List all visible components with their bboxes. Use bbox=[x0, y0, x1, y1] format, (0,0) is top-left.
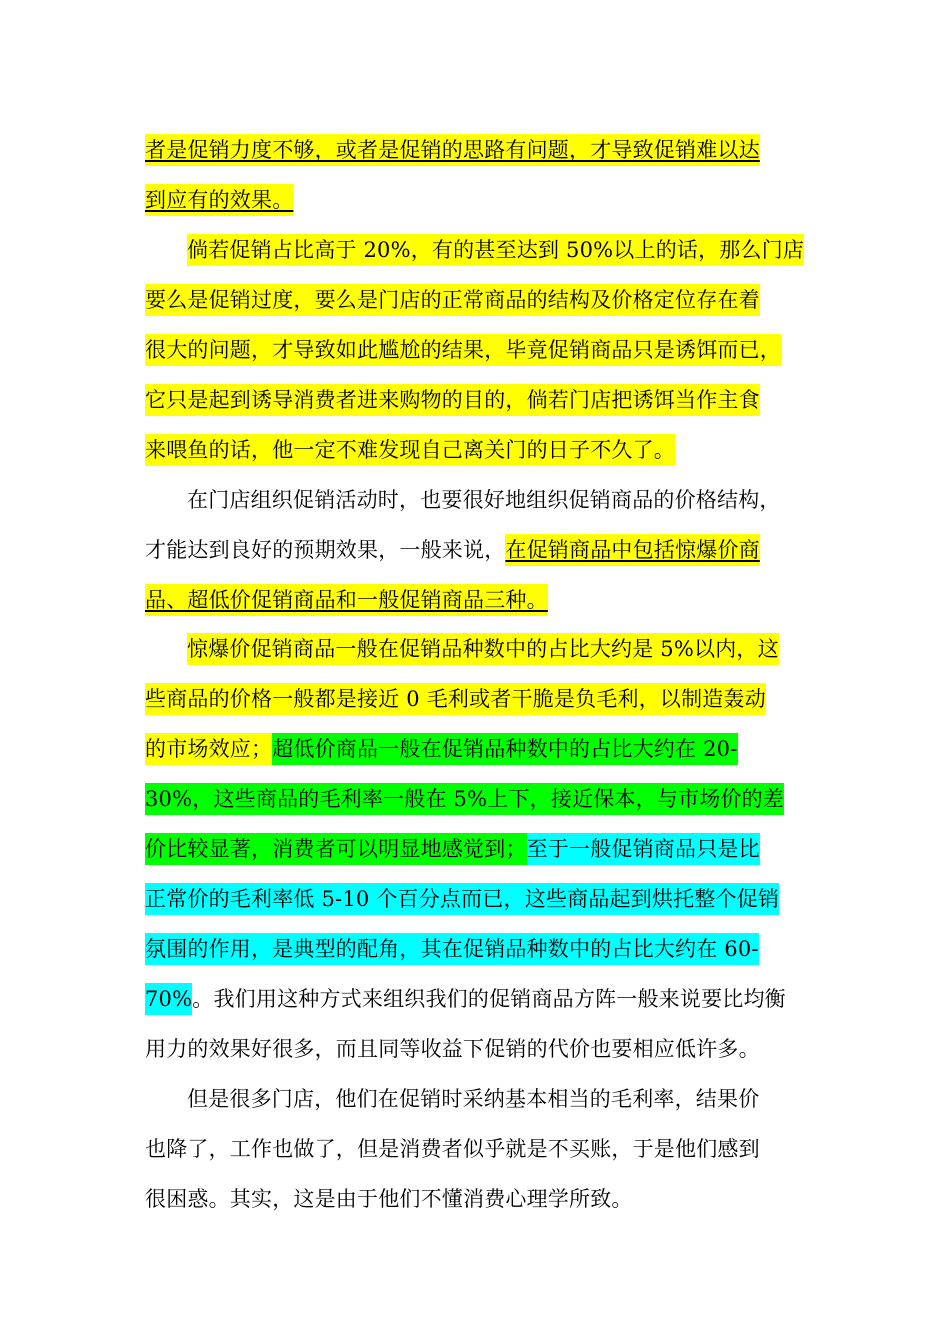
highlighted-text: 品、超低价促销商品和一般促销商品三种。 bbox=[145, 584, 548, 616]
paragraph-line bbox=[145, 1174, 633, 1224]
highlighted-text: 的市场效应； bbox=[145, 733, 272, 765]
body-text: 但是很多门店，他们在促销时采纳基本相当的毛利率，结果价 bbox=[187, 1087, 760, 1111]
paragraph-line bbox=[145, 175, 293, 225]
highlighted-text: 它只是起到诱导消费者进来购物的目的，倘若门店把诱饵当作主食 bbox=[145, 384, 760, 416]
body-text: 也降了，工作也做了，但是消费者似乎就是不买账，于是他们感到 bbox=[145, 1137, 760, 1161]
body-text: 用力的效果好很多，而且同等收益下促销的代价也要相应低许多。 bbox=[145, 1037, 760, 1061]
paragraph-line bbox=[187, 1074, 759, 1124]
paragraph-line bbox=[145, 325, 781, 375]
highlighted-text: 要么是促销过度，要么是门店的正常商品的结构及价格定位存在着 bbox=[145, 284, 760, 316]
paragraph-line bbox=[145, 974, 786, 1024]
paragraph-line bbox=[145, 774, 784, 824]
paragraph-line bbox=[145, 275, 760, 325]
paragraph-line bbox=[145, 674, 766, 724]
body-text: 。我们用这种方式来组织我们的促销商品方阵一般来说要比均衡 bbox=[192, 987, 786, 1011]
highlighted-text: 来喂鱼的话，他一定不难发现自己离关门的日子不久了。 bbox=[145, 434, 675, 466]
paragraph-line bbox=[145, 824, 760, 874]
paragraph-line bbox=[145, 1024, 760, 1074]
paragraph-line bbox=[145, 924, 759, 974]
highlighted-text: 很大的问题，才导致如此尴尬的结果，毕竟促销商品只是诱饵而已， bbox=[145, 334, 781, 366]
highlighted-text: 在促销商品中包括惊爆价商 bbox=[505, 534, 759, 566]
paragraph-line bbox=[145, 575, 548, 625]
highlighted-text: 70% bbox=[145, 983, 192, 1015]
paragraph-line bbox=[145, 1124, 760, 1174]
highlighted-text: 氛围的作用，是典型的配角，其在促销品种数中的占比大约在 60- bbox=[145, 933, 759, 965]
highlighted-text: 到应有的效果。 bbox=[145, 184, 293, 216]
paragraph-line bbox=[145, 375, 760, 425]
highlighted-text: 至于一般促销商品只是比 bbox=[527, 833, 760, 865]
highlighted-text: 超低价商品一般在促销品种数中的占比大约在 20- bbox=[272, 733, 737, 765]
paragraph-line bbox=[145, 425, 675, 475]
body-text: 在门店组织促销活动时，也要很好地组织促销商品的价格结构， bbox=[187, 488, 781, 512]
paragraph-line bbox=[187, 225, 804, 275]
highlighted-text: 惊爆价促销商品一般在促销品种数中的占比大约是 5%以内，这 bbox=[187, 633, 779, 665]
paragraph-line bbox=[145, 724, 738, 774]
paragraph-line bbox=[187, 624, 779, 674]
paragraph-line bbox=[145, 874, 779, 924]
paragraph-line bbox=[145, 525, 760, 575]
highlighted-text: 正常价的毛利率低 5-10 个百分点而已，这些商品起到烘托整个促销 bbox=[145, 883, 779, 915]
paragraph-line bbox=[187, 475, 781, 525]
highlighted-text: 者是促销力度不够，或者是促销的思路有问题，才导致促销难以达 bbox=[145, 134, 760, 166]
highlighted-text: 些商品的价格一般都是接近 0 毛利或者干脆是负毛利，以制造轰动 bbox=[145, 683, 766, 715]
highlighted-text: 价比较显著，消费者可以明显地感觉到； bbox=[145, 833, 527, 865]
highlighted-text: 30%，这些商品的毛利率一般在 5%上下，接近保本，与市场价的差 bbox=[145, 783, 784, 815]
body-text: 很困惑。其实，这是由于他们不懂消费心理学所致。 bbox=[145, 1187, 633, 1211]
highlighted-text: 倘若促销占比高于 20%，有的甚至达到 50%以上的话，那么门店 bbox=[187, 234, 804, 266]
paragraph-line bbox=[145, 125, 760, 175]
body-text: 才能达到良好的预期效果，一般来说， bbox=[145, 538, 506, 562]
